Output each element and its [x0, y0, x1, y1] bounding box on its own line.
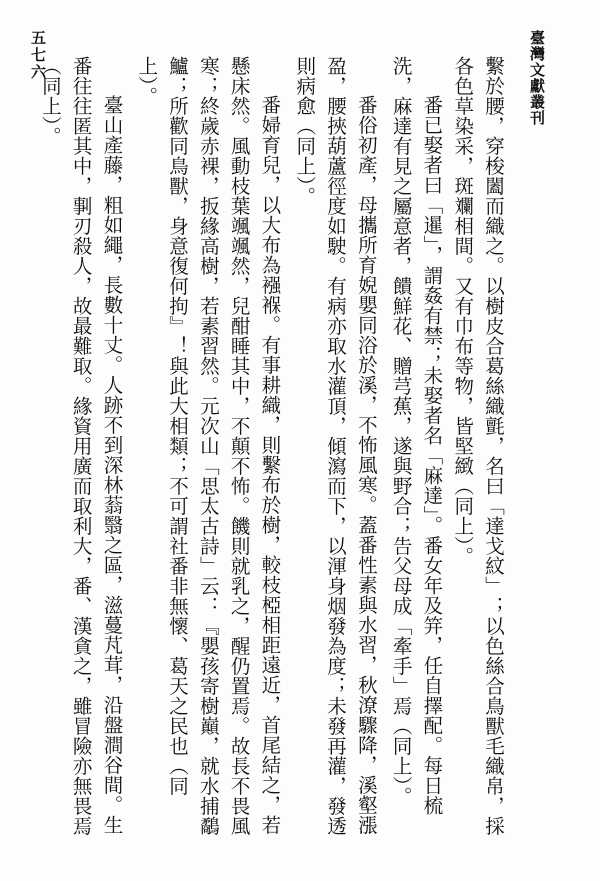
paragraph-5: 臺山產藤，粗如繩，長數十丈。人跡不到深林蓊翳之區，滋蔓芃茸，沿盤澗谷間。生番往往匿其中，剚刃殺人，故最難取。緣資用廣而取利大，番、漢貪之，雖冒險亦無畏焉（同上）。: [38, 56, 124, 836]
paragraph-3: 番俗初產，母攜所育婗嬰同浴於溪，不怖風寒。蓋番性素與水習，秋潦驟降，溪壑漲盈，腰挾葫蘆徑度如駛。有病亦取水灌頂，傾瀉而下，以渾身烟發為度；未發再灌，發透則病愈（同上）。: [293, 56, 378, 836]
body-text: [38, 56, 508, 846]
running-header-title: 臺灣文獻叢刊: [528, 30, 546, 126]
paragraph-1: 繫於腰，穿梭闔而織之。以樹皮合葛絲織氈，名曰「達戈紋」；以色絲合鳥獸毛織帛，採各色草染采，斑斕相間。又有巾布等物，皆堅緻（同上）。: [451, 56, 505, 836]
paragraph-2: 番已娶者曰「暹」，謂姦有禁；未娶者名「麻達」。番女年及笄，任自擇配。每日梳洗，麻達有見之屬意者，饋鮮花、贈芎蕉，遂與野合；告父母成「牽手」焉（同上）。: [389, 56, 444, 816]
page-number: 五七六: [29, 30, 47, 81]
paragraph-4: 番婦育兒，以大布為襁褓。有事耕織，則繫布於樹，較枝椏相距遠近，首尾結之，若懸床然。風動枝葉颯颯然，兒酣睡其中，不顛不怖。饑則就乳之，醒仍置焉。故長不畏風寒；終歲赤裸，扳緣高樹，若素習然。元次山「思太古詩」云：『嬰孩寄樹巔，就水捕鷸鱸；所歡同鳥獸，身意復何拘』！與此大相類；不可謂社番非無懷、葛天之民也（同上）。: [135, 56, 282, 836]
